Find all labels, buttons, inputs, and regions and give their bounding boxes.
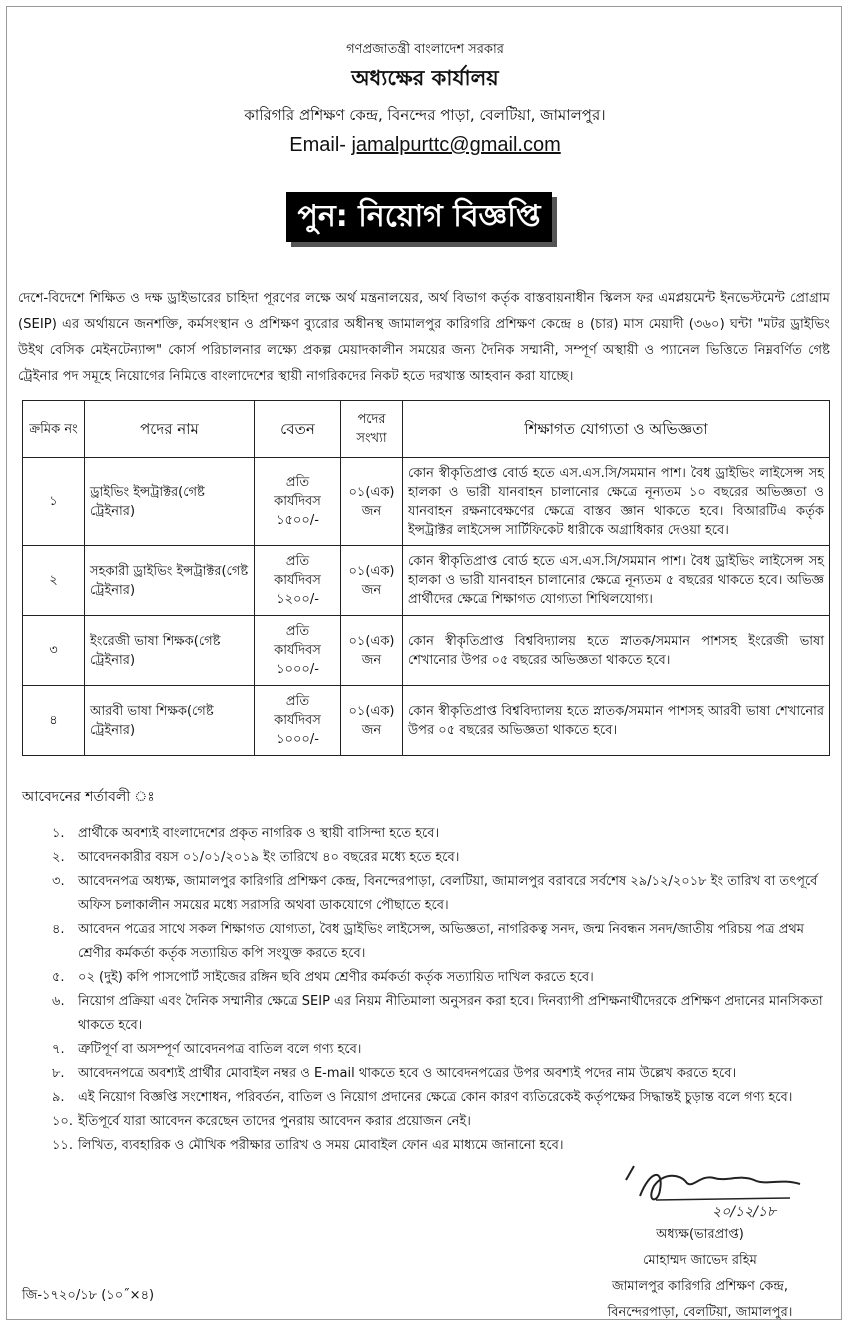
item-text: লিখিত, ব্যবহারিক ও মৌখিক পরীক্ষার তারিখ ও সময় মোবাইল ফোন এর মাধ্যমে জানানো হবে।	[78, 1138, 564, 1153]
cell-serial: ৩	[23, 616, 85, 686]
item-number: ৮.	[52, 1066, 65, 1081]
header-count: পদের সংখ্যা	[341, 401, 403, 458]
cell-count	[341, 686, 403, 756]
cell-post: আরবী ভাষা শিক্ষক(গেষ্ট ট্রেইনার)	[85, 686, 255, 756]
list-item	[22, 1086, 830, 1110]
item-text: নিয়োগ প্রক্রিয়া এবং দৈনিক সম্মানীর ক্ষেত্রে SEIP এর নিয়ম নীতিমালা অনুসরন করা হবে। দিনব্যাপী প্রশিক্ষনার্থীদেরকে প্রশিক্ষণ প্রদানের মানসিকতা থাকতে হবে।	[78, 994, 823, 1033]
item-text: এই নিয়োগ বিজ্ঞপ্তি সংশোধন, পরিবর্তন, বাতিল ও নিয়োগ প্রদানের ক্ষেত্রে কোন কারণ ব্যতিরেকেই কর্তৃপক্ষের সিদ্ধান্তই চুড়ান্ত বলে গণ্য হবে।	[78, 1090, 793, 1105]
office-title: অধ্যক্ষের কার্যালয়	[351, 66, 499, 90]
count-line: ০১(এক)	[348, 563, 395, 579]
header-salary: বেতন	[255, 401, 341, 458]
salary-amount: ১৫০০/-	[276, 513, 319, 528]
signature-date: ২০/১২/১৮	[712, 1204, 776, 1220]
intro-paragraph: দেশে-বিদেশে শিক্ষিত ও দক্ষ ড্রাইভারের চাহিদা পূরণের লক্ষে অর্থ মন্ত্রনালয়ের, অর্থ বিভাগ কর্তৃক বাস্তবায়নাধীন স্কিলস ফর এমপ্লয়মেন্ট ইনভেস্টমেন্ট প্রোগ্রাম (SEIP) এর অর্থায়নে জনশক্তি, কর্মসংস্থান ও প্রশিক্ষণ ব্যুরোর অধীনস্থ জামালপুর কারিগরি প্রশিক্ষণ কেন্দ্রে ৪ (চার) মাস মেয়াদী (৩৬০) ঘন্টা "মটর ড্রাইভিং উইথ বেসিক মেইনটেন্যান্স" কোর্স পরিচালনার লক্ষ্যে প্রকল্প মেয়াদকালীন সময়ের জন্য দৈনিক সম্মানী, সম্পূর্ণ অস্থায়ী ও প্যানেল ভিত্তিতে নিম্নবর্ণিত গেষ্ট ট্রেইনার পদ সমূহে নিয়োগের নিমিত্তে বাংলাদেশের স্থায়ী নাগরিকদের নিকট হতে দরখাস্ত আহবান করা যাচ্ছে।	[18, 291, 830, 384]
item-number: ৩.	[52, 874, 65, 889]
cell-count	[341, 546, 403, 616]
cell-post: সহকারী ড্রাইভিং ইন্সট্রাক্টর(গেষ্ট ট্রেইনার)	[85, 546, 255, 616]
list-item	[22, 990, 830, 1038]
handwritten-signature	[620, 1160, 810, 1220]
notice-banner: পুন: নিয়োগ বিজ্ঞপ্তি	[286, 192, 552, 242]
item-text: আবেদনপত্রে অবশ্যই প্রার্থীর মোবাইল নম্বর ও E-mail থাকতে হবে ও আবেদনপত্রের উপর অবশ্যই পদের নাম উল্লেখ করতে হবে।	[78, 1066, 737, 1081]
item-number: ৯.	[52, 1090, 65, 1105]
item-text: ইতিপূর্বে যারা আবেদন করেছেন তাদের পুনরায় আবেদন করার প্রয়োজন নেই।	[78, 1114, 471, 1129]
list-item	[22, 1038, 830, 1062]
signatory-designation: অধ্যক্ষ(ভারপ্রাপ্ত)	[656, 1227, 744, 1242]
salary-line: প্রতি	[285, 694, 310, 709]
cell-post: ইংরেজী ভাষা শিক্ষক(গেষ্ট ট্রেইনার)	[85, 616, 255, 686]
cell-count	[341, 616, 403, 686]
cell-serial: ১	[23, 458, 85, 546]
table-row	[23, 546, 830, 616]
item-text: ত্রুটিপূর্ণ বা অসম্পূর্ণ আবেদনপত্র বাতিল বলে গণ্য হবে।	[78, 1042, 362, 1057]
government-name: গণপ্রজাতন্ত্রী বাংলাদেশ সরকার	[346, 42, 504, 57]
salary-line: প্রতি	[285, 624, 310, 639]
item-number: ৫.	[52, 970, 65, 985]
table-row	[23, 616, 830, 686]
header-post: পদের নাম	[85, 401, 255, 458]
list-item	[22, 822, 830, 846]
conditions-list	[22, 822, 830, 1158]
salary-amount: ১০০০/-	[276, 732, 319, 747]
count-line: জন	[361, 503, 382, 519]
cell-salary	[255, 458, 341, 546]
cell-salary	[255, 686, 341, 756]
count-line: ০১(এক)	[348, 484, 395, 500]
item-number: ১১.	[52, 1138, 74, 1153]
salary-line: প্রতি	[285, 475, 310, 490]
salary-amount: ১২০০/-	[276, 592, 319, 607]
salary-line: কার্যদিবস	[274, 713, 321, 728]
count-line: জন	[361, 722, 382, 738]
signatory-institute: জামালপুর কারিগরি প্রশিক্ষণ কেন্দ্র,	[611, 1279, 789, 1294]
cell-salary	[255, 546, 341, 616]
list-item	[22, 1134, 830, 1158]
list-item	[22, 846, 830, 870]
email-line	[0, 134, 850, 157]
item-text: প্রার্থীকে অবশ্যই বাংলাদেশের প্রকৃত নাগরিক ও স্থায়ী বাসিন্দা হতে হবে।	[78, 826, 440, 841]
signatory-name: মোহাম্মদ জাভেদ রহিম	[643, 1253, 757, 1268]
cell-serial: ৪	[23, 686, 85, 756]
list-item	[22, 1062, 830, 1086]
institute-address: কারিগরি প্রশিক্ষণ কেন্দ্র, বিনন্দের পাড়া, বেলটিয়া, জামালপুর।	[244, 106, 606, 124]
salary-amount: ১০০০/-	[276, 662, 319, 677]
cell-post: ড্রাইভিং ইন্সট্রাক্টর(গেষ্ট ট্রেইনার)	[85, 458, 255, 546]
cell-qualification: কোন স্বীকৃতিপ্রাপ্ত বিশ্ববিদ্যালয় হতে স্নাতক/সমমান পাশসহ আরবী ভাষা শেখানোর উপর ০৫ বছরের অভিজ্ঞতা থাকতে হবে।	[403, 686, 830, 756]
cell-qualification: কোন স্বীকৃতিপ্রাপ্ত বিশ্ববিদ্যালয় হতে স্নাতক/সমমান পাশসহ ইংরেজী ভাষা শেখানোর উপর ০৫ বছরের অভিজ্ঞতা থাকতে হবে।	[403, 616, 830, 686]
list-item	[22, 918, 830, 966]
item-number: ২.	[52, 850, 65, 865]
table-header-row	[23, 401, 830, 458]
item-text: ০২ (দুই) কপি পাসপোর্ট সাইজের রঙ্গিন ছবি প্রথম শ্রেণীর কর্মকর্তা কর্তৃক সত্যায়িত দাখিল করতে হবে।	[78, 970, 594, 985]
cell-serial: ২	[23, 546, 85, 616]
item-number: ৭.	[52, 1042, 65, 1057]
list-item	[22, 966, 830, 990]
item-number: ৬.	[52, 994, 65, 1009]
cell-qualification: কোন স্বীকৃতিপ্রাপ্ত বোর্ড হতে এস.এস.সি/সমমান পাশ। বৈধ ড্রাইভিং লাইসেন্স সহ হালকা ও ভারী যানবাহন চালানোর ক্ষেত্রে নূন্যতম ১০ বছরের অভিজ্ঞতা ও যানবাহন রক্ষনাবেক্ষণের ক্ষেত্রে বাস্তব জ্ঞান থাকতে হবে। বিআরটিএ কর্তৃক ইন্সট্রাক্টর লাইসেন্স সার্টিফিকেট ধারীকে অগ্রাধিকার দেওয়া হবে।	[403, 458, 830, 546]
cell-salary	[255, 616, 341, 686]
count-line: ০১(এক)	[348, 703, 395, 719]
signature-block	[560, 1222, 840, 1326]
posts-table	[22, 400, 830, 756]
print-code: জি-১৭২০/১৮ (১০˝×৪)	[22, 1288, 155, 1303]
item-number: ৪.	[52, 922, 65, 937]
email-label: Email-	[289, 134, 346, 156]
item-text: আবেদন পত্রের সাথে সকল শিক্ষাগত যোগ্যতা, বৈধ ড্রাইভিং লাইসেন্স, অভিজ্ঞতা, নাগরিকত্ব সনদ, জন্ম নিবন্ধন সনদ/জাতীয় পরিচয় পত্র প্রথম শ্রেণীর কর্মকর্তা কর্তৃক সত্যায়িত কপি সংযুক্ত করতে হবে।	[78, 922, 805, 961]
table-row	[23, 458, 830, 546]
salary-line: কার্যদিবস	[274, 643, 321, 658]
salary-line: কার্যদিবস	[274, 494, 321, 509]
cell-qualification: কোন স্বীকৃতিপ্রাপ্ত বোর্ড হতে এস.এস.সি/সমমান পাশ। বৈধ ড্রাইভিং লাইসেন্স সহ হালকা ও ভারী যানবাহন চালানোর ক্ষেত্রে নূন্যতম ৫ বছরের থাকতে হবে। অভিজ্ঞ প্রার্থীদের ক্ষেত্রে শিক্ষাগত যোগ্যতা শিথিলযোগ্য।	[403, 546, 830, 616]
count-line: জন	[361, 652, 382, 668]
count-line: জন	[361, 582, 382, 598]
count-line: ০১(এক)	[348, 633, 395, 649]
item-number: ১.	[52, 826, 65, 841]
email-link[interactable]: jamalpurttc@gmail.com	[351, 134, 561, 156]
table-row	[23, 686, 830, 756]
item-text: আবেদনপত্র অধ্যক্ষ, জামালপুর কারিগরি প্রশিক্ষণ কেন্দ্র, বিনন্দেরপাড়া, বেলটিয়া, জামালপুর বরাবরে সর্বশেষ ২৯/১২/২০১৮ ইং তারিখ বা তৎপূর্বে অফিস চলাকালীন সময়ের মধ্যে সরাসরি অথবা ডাকযোগে পৌছাতে হবে।	[78, 874, 818, 913]
salary-line: কার্যদিবস	[274, 573, 321, 588]
header-qualification: শিক্ষাগত যোগ্যতা ও অভিজ্ঞতা	[403, 401, 830, 458]
list-item	[22, 870, 830, 918]
signatory-address: বিনন্দেরপাড়া, বেলটিয়া, জামালপুর।	[607, 1305, 793, 1320]
item-text: আবেদনকারীর বয়স ০১/০১/২০১৯ ইং তারিখে ৪০ বছরের মধ্যে হতে হবে।	[78, 850, 460, 865]
header-serial: ক্রমিক নং	[23, 401, 85, 458]
conditions-title: আবেদনের শর্তাবলী ঃ	[22, 789, 155, 805]
salary-line: প্রতি	[285, 554, 310, 569]
item-number: ১০.	[52, 1114, 74, 1129]
cell-count	[341, 458, 403, 546]
list-item	[22, 1110, 830, 1134]
